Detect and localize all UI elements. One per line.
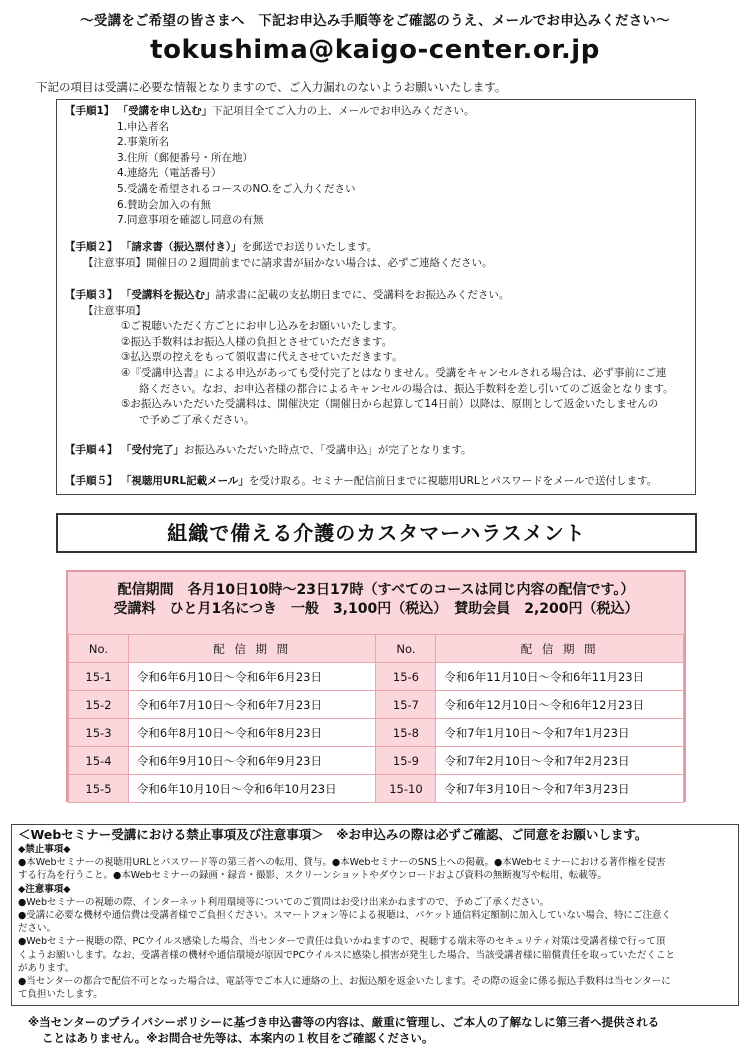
course-period: 令和6年12月10日～令和6年12月23日: [436, 691, 684, 719]
course-period: 令和6年11月10日～令和6年11月23日: [436, 663, 684, 691]
step-1-item: 6.賛助会加入の有無: [117, 198, 212, 211]
step-1-text: 下記項目全てご入力の上、メールでお申込みください。: [212, 105, 475, 117]
step-5-text: を受け取る。セミナー配信前日までに視聴用URLとパスワードをメールで送付します。: [248, 475, 658, 487]
step-2-tag: 【手順２】: [65, 241, 118, 253]
course-period: 令和6年8月10日～令和6年8月23日: [128, 719, 376, 747]
table-header-row: [69, 635, 684, 663]
caution-line: があります。: [18, 962, 75, 974]
application-steps-box: [56, 99, 696, 495]
course-no: 15-7: [376, 691, 436, 719]
col-period-header: 配 信 期 間: [436, 635, 684, 663]
table-row: [69, 775, 684, 803]
step-1-item: 3.住所（郵便番号・所在地）: [117, 151, 254, 164]
step-1-item: 2.事業所名: [117, 136, 170, 149]
schedule-fee-line: 受講料 ひと月1名につき 一般 3,100円（税込） 賛助会員 2,200円（税込）: [113, 601, 639, 617]
caution-line: て負担いたします。: [18, 989, 103, 1001]
step-5-tag: 【手順５】: [65, 475, 118, 487]
step-3-tag: 【手順３】: [65, 289, 118, 301]
privacy-notice: [28, 1014, 728, 1046]
step-3-note: ⑤お振込みいただいた受講料は、開催決定（開催日から起算して14日前）以降は、原則として返金いたしませんの: [121, 398, 659, 411]
course-no: 15-6: [376, 663, 436, 691]
caution-line: ●Webセミナー視聴の際、PCウイルス感染した場合、当センターで責任は負いかねますので、視聴する端末等のセキュリティ対策は受講者様で行って頂: [18, 936, 666, 948]
step-3-note: ③払込票の控えをもって領収書に代えさせていただきます。: [121, 351, 403, 364]
course-period: 令和7年3月10日～令和7年3月23日: [436, 775, 684, 803]
step-4: [65, 443, 687, 459]
course-period: 令和6年10月10日～令和6年10月23日: [128, 775, 376, 803]
prohibited-line: する行為を行うこと。●本Webセミナーの録画・録音・撮影、スクリーンショットやダウンロードおよび資料の無断複写や転用、転載等。: [18, 870, 607, 882]
col-no-header: No.: [69, 635, 129, 663]
step-1-item: 7.同意事項を確認し同意の有無: [117, 214, 264, 227]
course-no: 15-2: [69, 691, 129, 719]
step-3-note: ②振込手数料はお振込人様の負担とさせていただきます。: [121, 335, 393, 348]
step-2-text: を郵送でお送りいたします。: [241, 241, 378, 253]
rules-box: [11, 824, 739, 1006]
caution-line: ●受講に必要な機材や通信費は受講者様でご負担ください。スマートフォン等による視聴は、パケット通信料定額制に加入していない場合、特にご注意く: [18, 910, 671, 922]
step-1-tag: 【手順1】: [65, 105, 115, 117]
schedule-table: [68, 634, 684, 803]
step-3-title: 「受講料を振込む」: [120, 289, 216, 301]
schedule-panel: [66, 570, 686, 802]
course-no: 15-10: [376, 775, 436, 803]
step-3-note: 絡ください。なお、お申込者様の都合によるキャンセルの場合は、振込手数料を差し引いてのご返金となります。: [139, 382, 674, 395]
caution-line: ださい。: [18, 923, 57, 935]
step-1-title: 「受講を申し込む」: [117, 105, 213, 117]
step-2-title: 「請求書（振込票付き）」: [120, 241, 242, 253]
prohibited-label: ◆禁止事項◆: [18, 844, 71, 855]
course-no: 15-9: [376, 747, 436, 775]
caution-label: ◆注意事項◆: [18, 883, 71, 895]
step-5-title: 「視聴用URL記載メール」: [120, 475, 249, 487]
col-no-header: No.: [376, 635, 436, 663]
schedule-period-line: 配信期間 各月10日10時～23日17時（すべてのコースは同じ内容の配信です。）: [117, 582, 635, 598]
course-no: 15-1: [69, 663, 129, 691]
course-no: 15-5: [69, 775, 129, 803]
seminar-title: 組織で備える介護のカスタマーハラスメント: [56, 513, 697, 553]
course-period: 令和6年6月10日～令和6年6月23日: [128, 663, 376, 691]
caution-line: ●Webセミナーの視聴の際、インターネット利用環境等についてのご質問はお受け出来かねますので、予めご了承ください。: [18, 896, 550, 908]
step-5: [65, 474, 687, 490]
course-no: 15-4: [69, 747, 129, 775]
header-notice: ～受講をご希望の皆さまへ 下記お申込み手順等をご確認のうえ、メールでお申込みください～: [80, 13, 670, 29]
step-2-note: 【注意事項】開催日の２週間前までに請求書が届かない場合は、必ずご連絡ください。: [83, 256, 493, 269]
step-3-note: ④『受講申込書』による申込があっても受付完了とはなりません。受講をキャンセルされる場合は、必ず事前にご連: [121, 366, 667, 379]
step-2: [65, 240, 687, 271]
course-no: 15-3: [69, 719, 129, 747]
intro-text: 下記の項目は受講に必要な情報となりますので、ご入力漏れのないようお願いいたします。: [36, 80, 507, 94]
col-period-header: 配 信 期 間: [128, 635, 376, 663]
privacy-line: ※当センターのプライバシーポリシーに基づき申込書等の内容は、厳重に管理し、ご本人の了解なしに第三者へ提供される: [28, 1015, 660, 1029]
table-row: [69, 691, 684, 719]
caution-line: ●当センターの都合で配信不可となった場合は、電話等でご本人に連絡の上、お振込額を返金いたします。その際の返金に係る振込手数料は当センターに: [18, 976, 671, 988]
course-period: 令和7年2月10日～令和7年2月23日: [436, 747, 684, 775]
step-4-title: 「受付完了」: [120, 444, 184, 456]
step-3: [65, 288, 687, 428]
step-4-text: お振込みいただいた時点で、「受講申込」が完了となります。: [183, 444, 472, 456]
step-1-item: 5.受講を希望されるコースのNO.をご入力ください: [117, 182, 356, 195]
step-3-note: で予めご了承ください。: [139, 413, 255, 426]
prohibited-line: ●本Webセミナーの視聴用URLとパスワード等の第三者への転用、貸与。●本WebセミナーのSNS上への掲載。●本Webセミナーにおける著作権を侵害: [18, 857, 666, 869]
course-period: 令和6年9月10日～令和6年9月23日: [128, 747, 376, 775]
course-no: 15-8: [376, 719, 436, 747]
caution-line: くようお願いします。なお、受講者様の機材や通信環境が原因でPCウイルスに感染し損害が発生した場合、当該受講者様に賠償責任を取っていただくこと: [18, 949, 676, 961]
table-row: [69, 663, 684, 691]
step-3-note-label: 【注意事項】: [83, 304, 146, 317]
step-3-text: 請求書に記載の支払期日までに、受講料をお振込みください。: [215, 289, 510, 301]
table-row: [69, 719, 684, 747]
step-1-item: 4.連絡先（電話番号）: [117, 167, 222, 180]
privacy-line: ことはありません。※お問合せ先等は、本案内の１枚目をご確認ください。: [42, 1031, 434, 1045]
step-1-item: 1.申込者名: [117, 120, 170, 133]
course-period: 令和7年1月10日～令和7年1月23日: [436, 719, 684, 747]
rules-title: ＜Webセミナー受講における禁止事項及び注意事項＞ ※お申込みの際は必ずご確認、ご同意をお願いします。: [18, 827, 648, 842]
step-4-tag: 【手順４】: [65, 444, 118, 456]
table-row: [69, 747, 684, 775]
contact-email[interactable]: tokushima@kaigo-center.or.jp: [150, 35, 600, 65]
step-3-note: ①ご視聴いただく方ごとにお申し込みをお願いいたします。: [121, 320, 403, 333]
course-period: 令和6年7月10日～令和6年7月23日: [128, 691, 376, 719]
step-1: [65, 104, 687, 229]
